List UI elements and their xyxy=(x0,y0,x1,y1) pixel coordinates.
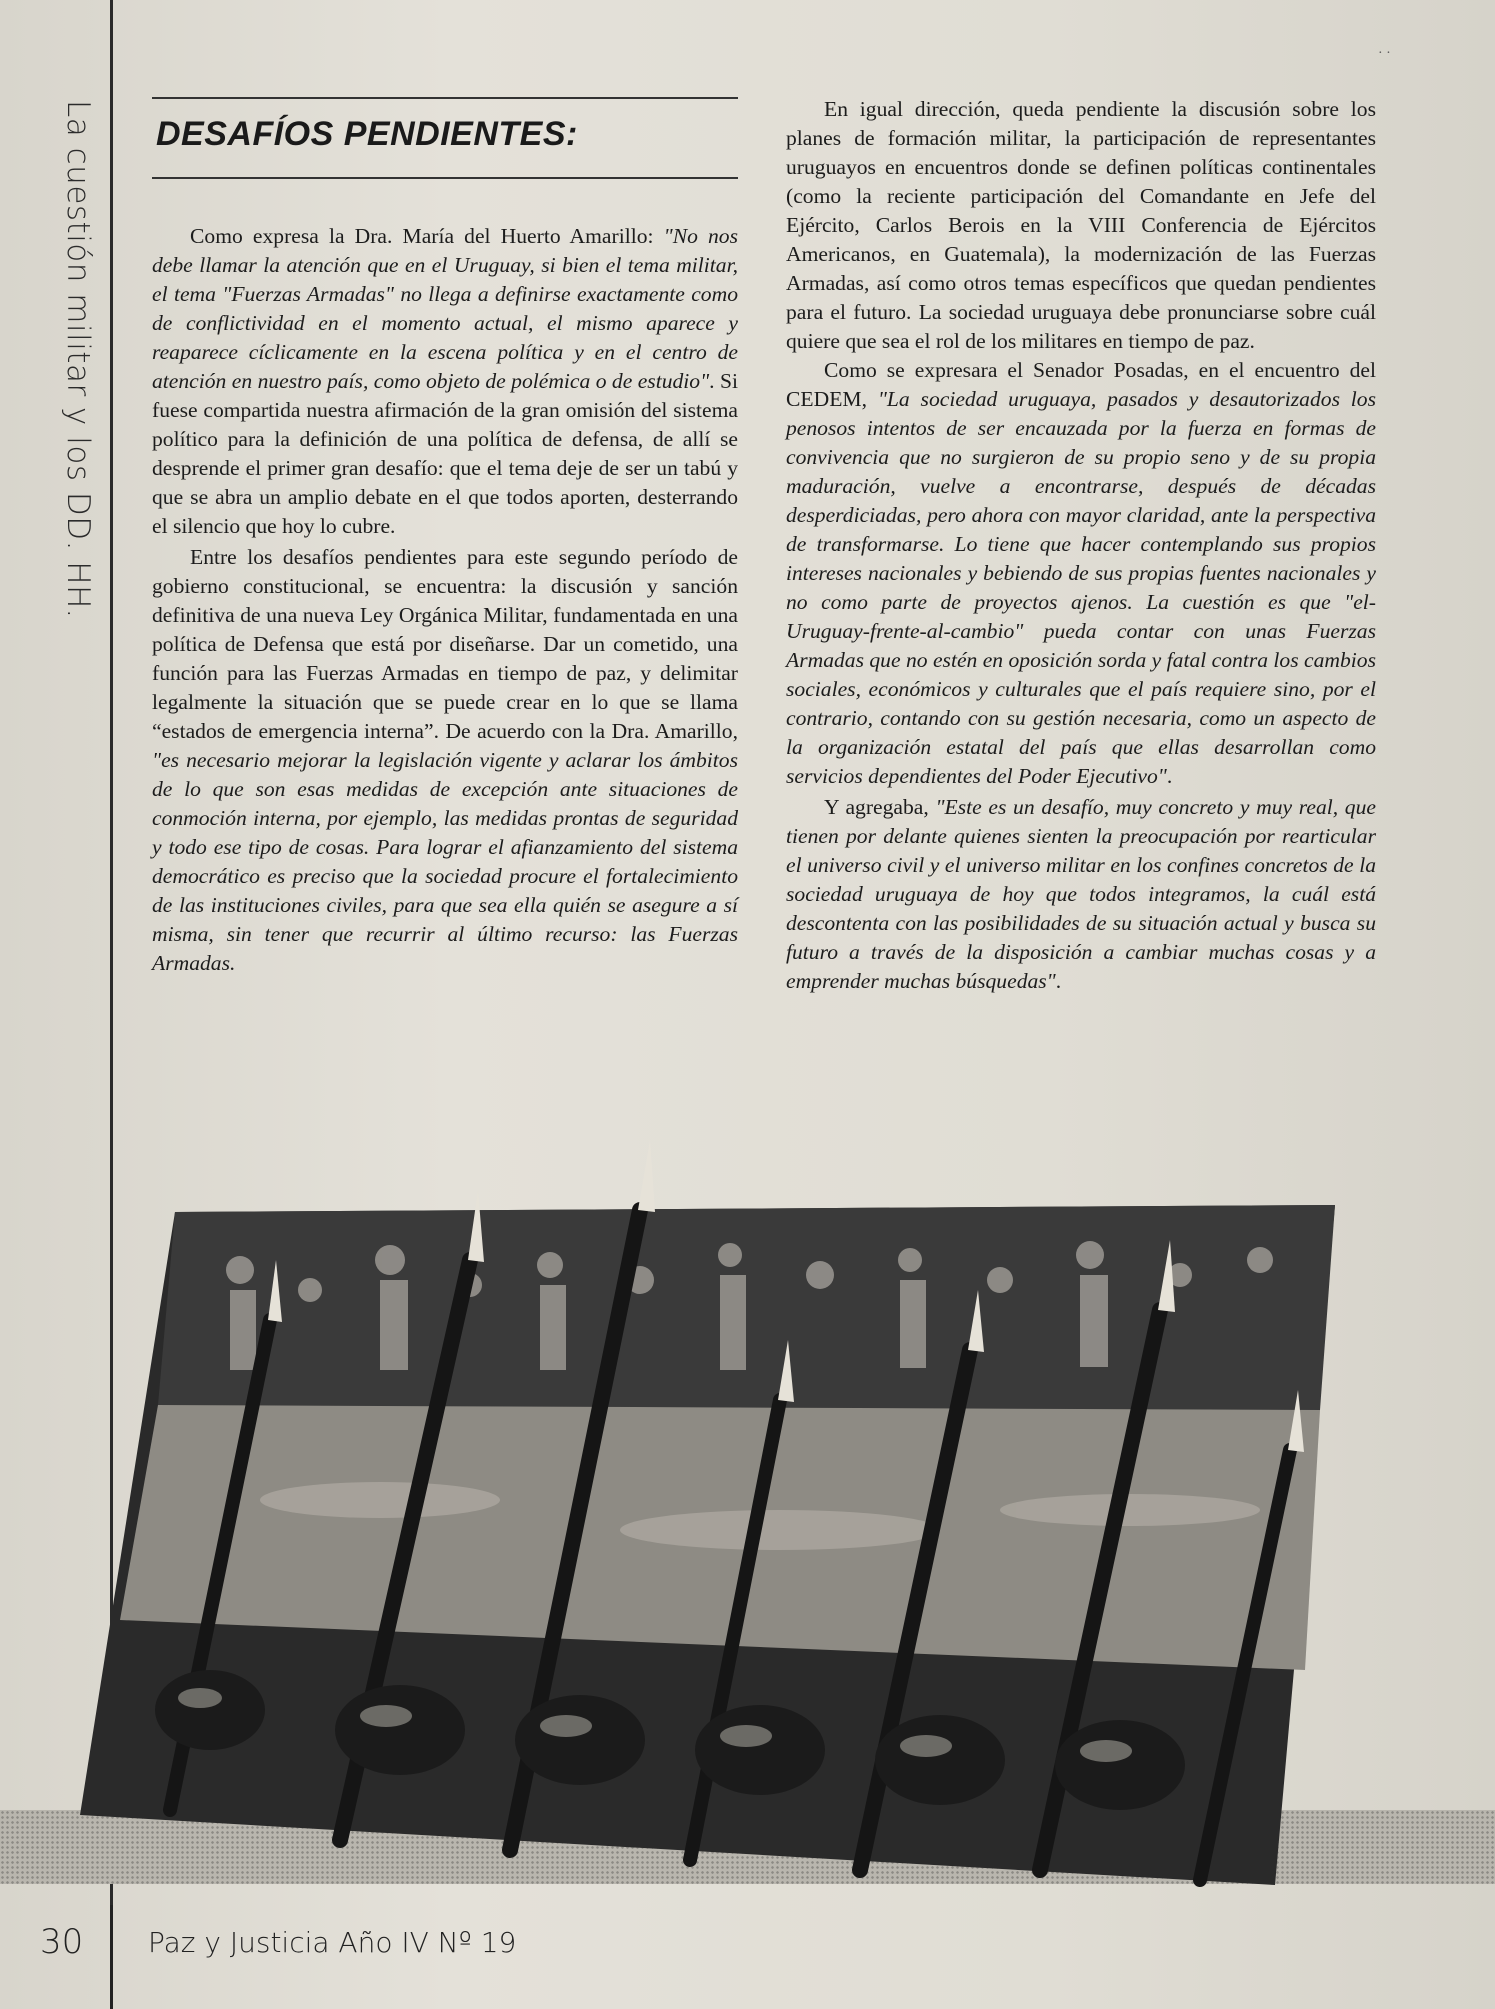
publication-name: Paz y Justicia Año IV Nº 19 xyxy=(148,1926,517,1959)
text-run: . xyxy=(1166,764,1173,788)
quote: "No nos debe llamar la atención que en el Uruguay, si bien el tema militar, el tema "Fuerzas Armadas" no llega a definirse exactamente como de conflictividad en el momento actual, el mismo aparece y reaparece cíclicamente en la escena política y en el centro de atención en nuestro país, como objeto de polémica o de estudio" xyxy=(152,224,738,393)
text-run: . Si fuese compartida nuestra afirmación de la gran omisión del sistema político para la definición de una política de defensa, de allí se desprende el primer gran desafío: que el tema deje de ser un tabú y que se abra un amplio debate en el que todos aporten, desterrando el silencio que hoy lo cubre. xyxy=(152,369,738,538)
quote: "Este es un desafío, muy concreto y muy real, que tienen por delante quienes sienten la preocupación por rearticular el universo civil y el universo militar en los confines concretos de la sociedad uruguaya de hoy que todos integramos, la cuál está descontenta con las posibilidades de su situación actual y busca su futuro a través de la disposición a cambiar muchas cosas y a emprender muchas búsquedas" xyxy=(786,795,1376,993)
paragraph xyxy=(786,356,1376,791)
text-run: Como expresa la Dra. María del Huerto Amarillo: xyxy=(190,224,664,248)
quote: "La sociedad uruguaya, pasados y desautorizados los penosos intentos de ser encauzada por la fuerza en formas de convivencia que no surgieron de su propio seno y de su propia maduración, vuelve a encontrarse, después de décadas desperdiciadas, pero ahora con mayor claridad, ante la perspectiva de transformarse. Lo tiene que hacer contemplando sus propios intereses nacionales y bebiendo de sus propias fuentes nacionales y no como parte de proyectos ajenos. La cuestión es que "el-Uruguay-frente-al-cambio" pueda contar con unas Fuerzas Armadas que no estén en oposición sorda y fatal contra los cambios sociales, económicos y culturales que el país requiere sino, por el contrario, contando con su gestión necesaria, como un aspecto de la organización estatal del país que ellas desarrollan como servicios dependientes del Poder Ejecutivo" xyxy=(786,387,1377,788)
page-number: 30 xyxy=(40,1922,84,1962)
column-right xyxy=(786,95,1376,996)
photo-soldiers-with-bayonets xyxy=(80,1150,1360,1890)
running-head-vertical: La cuestión militar y los DD. HH. xyxy=(60,100,96,619)
paragraph xyxy=(786,793,1376,996)
section-title: DESAFÍOS PENDIENTES: xyxy=(156,115,578,153)
text-run: Como se expresara el Senador Posadas, en el encuentro del CEDEM, xyxy=(786,358,1376,411)
text-run: Entre los desafíos pendientes para este segundo período de gobierno constitucional, se encuentra: la discusión y sanción definitiva de una nueva Ley Orgánica Militar, fundamentada en una política de Defensa que está por diseñarse. Dar un cometido, una función para las Fuerzas Armadas en tiempo de paz, y delimitar legalmente la situación que se puede crear en lo que se llama “estados de emergencia interna”. De acuerdo con la Dra. Amarillo, xyxy=(152,545,738,743)
quote: "es necesario mejorar la legislación vigente y aclarar los ámbitos de lo que son esas medidas de excepción ante situaciones de conmoción interna, por ejemplo, las medidas prontas de seguridad y todo ese tipo de cosas. Para lograr el afianzamiento del sistema democrático es preciso que la sociedad procure el fortalecimiento de las instituciones civiles, para que sea ella quién se asegure a sí misma, sin tener que recurrir al último recurso: las Fuerzas Armadas. xyxy=(152,748,738,975)
scan-mark: · · xyxy=(1378,46,1391,61)
paragraph: En igual dirección, queda pendiente la discusión sobre los planes de formación militar, la participación de representantes uruguayos en encuentros donde se definen políticas continentales (como la reciente participación del Comandante en Jefe del Ejército, Carlos Berois en la VIII Conferencia de Ejércitos Americanos, en Guatemala), la modernización de las Fuerzas Armadas, así como otros temas específicos que quedan pendientes para el futuro. La sociedad uruguaya debe pronunciarse sobre cuál quiere que sea el rol de los militares en tiempo de paz. xyxy=(786,97,1376,353)
paragraph xyxy=(152,543,738,978)
paragraph xyxy=(152,222,738,541)
section-header-box xyxy=(152,97,738,179)
text-run: Y agregaba, xyxy=(824,795,936,819)
text-run: . xyxy=(1055,969,1062,993)
column-left xyxy=(152,222,738,978)
footer-rule xyxy=(110,1905,113,2009)
